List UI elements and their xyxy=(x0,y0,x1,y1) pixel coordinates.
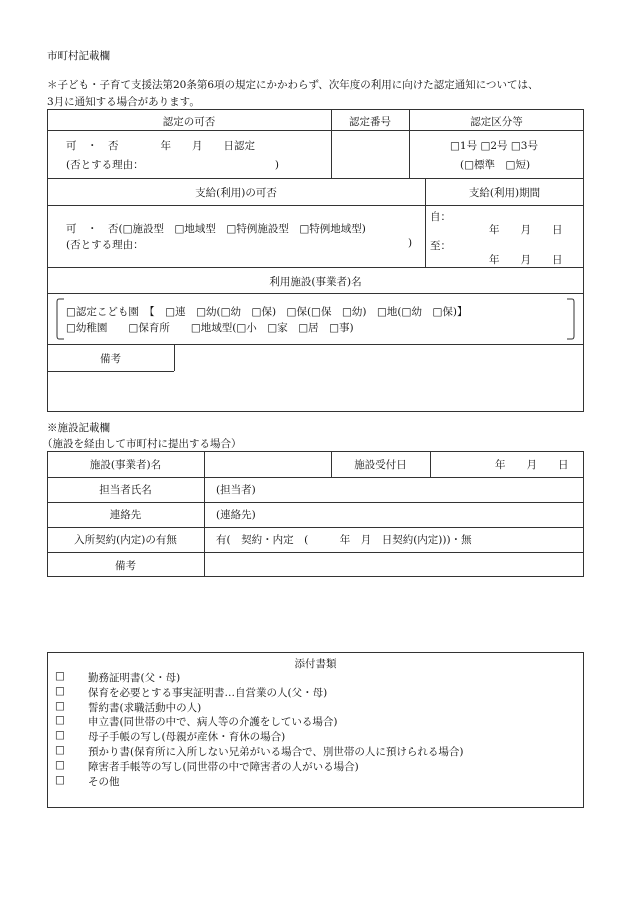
category-duration: (□標準 □短) xyxy=(460,159,531,171)
facility-type-line2: □幼稚園 □保育所 □地域型(□小 □家 □居 □事) xyxy=(66,322,354,334)
divider xyxy=(47,293,584,294)
attachment-item: 申立書(同世帯の中で、病人等の介護をしている場合) xyxy=(88,716,338,729)
payment-reason-close: ) xyxy=(408,237,413,249)
divider xyxy=(174,344,175,371)
contract-value: 有( 契約・内定 ( 年 月 日契約(内定)))・無 xyxy=(216,534,472,546)
attachments-title: 添付書類 xyxy=(294,658,337,670)
facility-remarks-label: 備考 xyxy=(115,560,136,572)
approval-line: 可 ・ 否 年 月 日認定 xyxy=(66,140,255,152)
attachment-checkbox[interactable]: □ xyxy=(55,744,65,756)
attachment-checkbox[interactable]: □ xyxy=(55,729,65,742)
municipal-note-line2: 3月に通知する場合があります。 xyxy=(47,96,200,108)
remarks-label: 備考 xyxy=(100,353,121,365)
divider xyxy=(430,451,431,477)
header-facility: 利用施設(事業者)名 xyxy=(269,276,362,288)
divider xyxy=(204,451,205,577)
attachment-item: 預かり書(保育所に入所しない兄弟がいる場合で、別世帯の人に預けられる場合) xyxy=(88,746,464,758)
attachment-checkbox[interactable]: □ xyxy=(55,684,65,697)
header-payment: 支給(利用)の可否 xyxy=(195,187,277,199)
facility-subheading: （施設を経由して市町村に提出する場合） xyxy=(42,438,242,450)
divider xyxy=(47,552,584,553)
header-cert-number: 認定番号 xyxy=(349,116,391,128)
divider xyxy=(47,502,584,503)
approval-reason: (否とする理由： ) xyxy=(66,159,279,171)
divider xyxy=(47,205,584,206)
attachment-item: 保育を必要とする事実証明書…自営業の人(父・母) xyxy=(88,686,328,699)
period-to-date: 年 月 日 xyxy=(489,254,563,266)
attachment-checkbox[interactable]: □ xyxy=(55,773,65,786)
facility-type-line1: □認定こども園 【 □連 □幼(□幼 □保) □保(□保 □幼) □地(□幼 □保)】 xyxy=(66,306,468,318)
received-date-value: 年 月 日 xyxy=(495,459,569,471)
facility-name-label: 施設(事業者)名 xyxy=(89,459,162,471)
contact-label: 連絡先 xyxy=(109,509,142,521)
period-to-label: 至： xyxy=(430,240,451,252)
attachment-item: 母子手帳の写し(母親が産休・育休の場合) xyxy=(88,731,286,744)
header-approval: 認定の可否 xyxy=(162,116,216,128)
person-value: (担当者) xyxy=(216,484,256,496)
divider xyxy=(47,371,174,372)
contract-label: 入所契約(内定)の有無 xyxy=(74,534,177,546)
attachment-checkbox[interactable]: □ xyxy=(55,699,65,712)
attachment-checkbox[interactable]: □ xyxy=(55,714,65,727)
contact-value: (連絡先) xyxy=(216,509,256,521)
divider xyxy=(47,477,584,478)
category-options: □1号 □2号 □3号 xyxy=(450,140,538,152)
divider xyxy=(47,527,584,528)
attachment-checkbox[interactable]: □ xyxy=(55,758,65,771)
facility-heading: ※施設記載欄 xyxy=(47,422,110,434)
payment-line: 可 ・ 否(□施設型 □地域型 □特例施設型 □特例地域型) xyxy=(66,223,366,235)
attachment-item: 勤務証明書(父・母) xyxy=(88,672,181,684)
received-date-label: 施設受付日 xyxy=(354,459,407,471)
header-category: 認定区分等 xyxy=(470,116,523,128)
divider xyxy=(47,130,584,131)
divider xyxy=(47,267,584,268)
period-from-label: 自： xyxy=(430,211,451,223)
attachment-item: 誓約書(求職活動中の人) xyxy=(88,701,202,714)
period-from-date: 年 月 日 xyxy=(489,224,563,236)
attachment-item: 障害者手帳等の写し(同世帯の中で障害者の人がいる場合) xyxy=(88,760,359,773)
payment-reason: (否とする理由： xyxy=(66,239,144,251)
header-period: 支給(利用)期間 xyxy=(468,187,541,199)
divider xyxy=(47,178,584,179)
municipal-note-line1: ＊子ども・子育て支援法第20条第6項の規定にかかわらず、次年度の利用に向けた認定通知については、 xyxy=(47,79,539,91)
attachment-item: その他 xyxy=(88,775,120,788)
attachment-checkbox[interactable]: □ xyxy=(55,670,65,682)
municipal-heading: 市町村記載欄 xyxy=(47,50,110,62)
person-label: 担当者氏名 xyxy=(99,484,152,496)
divider xyxy=(47,344,584,345)
